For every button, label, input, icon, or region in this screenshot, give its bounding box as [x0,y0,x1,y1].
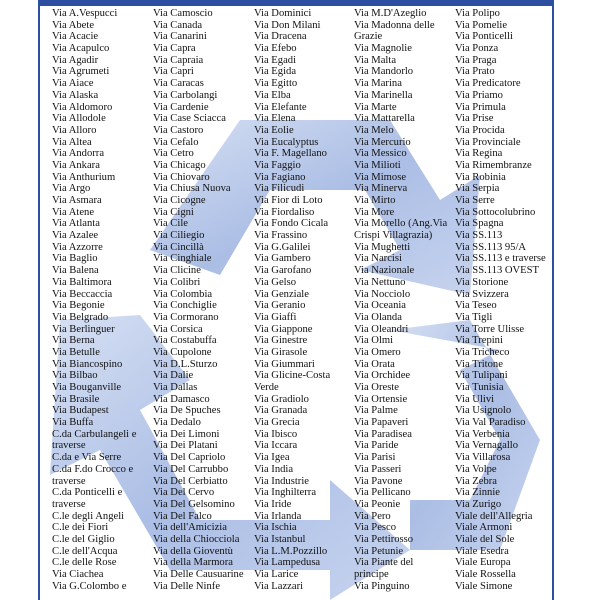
street-name: Via Orchidee [354,370,411,382]
street-name: Via Eucalyptus [254,136,319,148]
street-name: Via Mandorlo [354,66,414,78]
street-name: Via Oleandri [354,323,409,335]
street-name: Via Aldomoro [52,101,113,113]
street-name: Via Gelso [254,276,297,288]
street-name: Via Damasco [153,393,210,405]
street-name: Via India [254,463,294,475]
street-name: Via Villarosa [455,452,511,464]
street-name: Via Pero [354,510,391,522]
street-name: traverse [52,498,86,510]
street-name: Via Volpe [455,463,497,475]
street-name: Verde [254,382,279,393]
street-name: Via Del Cerbiatto [153,475,228,487]
street-name: Via Biancospino [52,358,123,370]
street-name: Via Vernagallo [455,440,519,452]
street-name: Via G.Colombo e [52,580,127,592]
street-name: Via Narcisi [354,253,402,265]
street-name: Via Cicogne [153,195,206,206]
street-name: Via Budapest [52,405,109,417]
street-name: Via Abete [52,19,95,31]
street-name: Via Serre [455,195,495,206]
street-name: Via Atene [52,206,95,218]
street-name: Via Regina [455,148,503,160]
street-name: Via Lampedusa [254,557,321,569]
street-name: Via Zurigo [455,498,502,510]
street-name: Via Fagiano [254,171,306,183]
street-name: Via Pinguino [354,580,410,592]
street-name: Via Del Falco [153,510,212,522]
street-name: Via Minerva [354,183,408,195]
street-name: Via Altea [52,136,92,148]
street-name: Via Agadir [52,54,99,66]
street-name: C.da Ponticelli e [52,487,123,499]
street-name: Via Pesco [354,522,397,534]
street-name: Via Cile [153,218,188,230]
street-column-2 [153,8,253,592]
street-name: Via Olmi [354,335,394,347]
street-name: Via Rimembranze [455,159,532,171]
street-name: Via Ulivi [455,393,495,405]
street-name: Via Giummari [254,358,315,370]
street-name: Via della Chiocciola [153,533,240,545]
street-column-3 [254,8,354,592]
street-name: Via Chiovaro [153,171,210,183]
street-name: Via D.L.Sturzo [153,358,218,370]
street-name: Via Azalee [52,230,99,242]
street-name: Via Ciachea [52,569,104,580]
street-name: Via Ischia [254,522,297,534]
street-name: Via Prise [455,113,494,125]
street-name: Via SS.113 OVEST [455,265,540,277]
street-name: Via Glicine-Costa [254,370,331,382]
street-name: Via Serpia [455,183,500,195]
street-name: Via Alaska [52,89,99,101]
street-name: Via Acacie [52,31,99,43]
street-name: Via Alloro [52,124,97,136]
street-name: Via Capri [153,66,194,78]
street-name: Via Tricheco [455,346,510,358]
street-name: Via Marte [354,101,397,113]
street-name: Via Morello (Ang.Via [354,218,448,230]
street-column-1 [52,8,152,592]
street-name: Via Allodole [52,113,106,125]
street-name: Via Brasile [52,393,100,405]
street-name: C.le dei Fiori [52,522,109,534]
street-name: Via Efebo [254,43,297,55]
street-name: Via Atlanta [52,218,100,230]
street-name: Via L.M.Pozzillo [254,545,328,557]
street-name: Via Cefalo [153,136,199,148]
street-name: Via Omero [354,346,401,358]
street-name: Via Olanda [354,311,402,323]
street-name: Via Nettuno [354,276,406,288]
street-name: Via Cigni [153,206,194,218]
street-name: Via Costabuffa [153,335,217,347]
street-name: Via Ankara [52,159,100,171]
street-name: Via SS.113 [455,230,503,242]
street-name: Via SS.113 95/A [455,241,527,253]
street-name: Via Belgrado [52,311,109,323]
street-name: Via Filicudi [254,183,305,195]
street-name: Via Istanbul [254,533,306,545]
street-name: Via M.D'Azeglio [354,8,427,19]
street-name: Via Berna [52,335,95,347]
street-name: Via Passeri [354,463,402,475]
street-name: Via Mirto [354,195,396,206]
street-name: Via Palme [354,405,398,417]
street-name: Via Papaveri [354,417,409,429]
street-name: Via Igea [254,452,290,464]
street-name: Via Elefante [254,101,307,113]
street-name: Via Peonie [354,498,401,510]
street-name: Via Chiusa Nuova [153,183,231,195]
street-name: Via A.Vespucci [52,8,118,19]
street-name: Via G.Galilei [254,241,311,253]
street-name: Via Messico [354,148,407,160]
street-name: Via Pavone [354,475,403,487]
street-name: C.da Carbulangeli e [52,428,137,440]
street-name: Via Dei Limoni [153,428,220,440]
street-name: Via Storione [455,276,509,288]
street-name: Via Dedalo [153,417,201,429]
street-name: Via dell'Amicizia [153,522,227,534]
street-name: Viale dell'Allegria [455,510,533,522]
street-name: Viale Simone [455,580,513,592]
street-name: Via Colibri [153,276,201,288]
street-name: Via Tritone [455,358,503,370]
street-name: Via Pomelie [455,19,508,31]
street-name: Via Nazionale [354,265,415,277]
street-name: Via Mattarella [354,113,415,125]
street-name: Via Teseo [455,300,497,312]
street-name: Via Egida [254,66,297,78]
street-name: Via Capraia [153,54,204,66]
street-name: Via Polipo [455,8,500,19]
street-name: Via Predicatore [455,78,521,90]
street-name: Viale Esedra [455,545,509,557]
street-name: Via More [354,206,395,218]
street-name: Via Clicine [153,265,201,277]
street-name: Via Tulipani [455,370,508,382]
street-name: Via Egadi [254,54,297,66]
street-name: Via Madonna delle [354,19,435,31]
street-name: C.le degli Angeli [52,510,125,522]
street-name: Via Del Capriolo [153,452,226,464]
street-name: Via Magnolie [354,43,412,55]
street-name: Via Camoscio [153,8,213,19]
street-name: Via Iride [254,498,292,510]
street-name: Via Giappone [254,323,313,335]
street-name: Viale Europa [455,557,511,569]
street-name: Via Marinella [354,89,413,101]
street-name: Via Canada [153,19,203,31]
street-name: Via Fondo Cicala [254,218,329,230]
street-name: Via Giaffi [254,311,297,323]
street-name: Via Faggio [254,159,301,171]
street-name: Via Ponza [455,43,499,55]
street-name: Via Val Paradiso [455,417,526,429]
street-name: Via Buffa [52,417,94,429]
street-name: Via Provinciale [455,136,521,148]
street-name: Via Baltimora [52,276,112,288]
street-name: Via Bilbao [52,370,98,382]
street-name: Via Cardenie [153,101,209,113]
street-name: Via Azzorre [52,241,103,253]
street-name: Via Elba [254,89,291,101]
street-name: Via Inghilterra [254,487,317,499]
street-name: Via Praga [455,54,497,66]
street-name: Via Capra [153,43,196,55]
street-name: Via Girasole [254,346,308,358]
street-column-5 [455,8,555,592]
street-name: C.da e Via Serre [52,452,122,464]
street-name: Via Tunisia [455,382,504,393]
street-name: Via Don Milani [254,19,321,31]
street-name: Via Colombia [153,288,213,300]
street-name: Via Cinghiale [153,253,212,265]
street-name: Via Berlinguer [52,323,115,335]
street-name: Via Malta [354,54,397,66]
street-name: Via SS.113 e traverse [455,253,546,265]
street-name: Via Genziale [254,288,309,300]
street-name: Via Paride [354,440,399,452]
street-name: Via Spagna [455,218,504,230]
street-name: Via Elena [254,113,296,125]
street-name: Via Nocciolo [354,288,411,300]
street-name: Via Cincillà [153,241,204,253]
street-name: Via Priamo [455,89,503,101]
street-name: Via Primula [455,101,506,113]
street-name: Viale Rossella [455,569,516,580]
street-name: traverse [52,440,86,452]
street-name: Via Begonie [52,300,105,312]
street-name: Via Canarini [153,31,207,43]
street-name: Via Geranio [254,300,306,312]
street-name: Via Paradisea [354,428,412,440]
street-name: C.le delle Rose [52,557,117,569]
street-name: Via Agrumeti [52,66,110,78]
street-name: Via Beccaccia [52,288,113,300]
street-name: Via Garofano [254,265,312,277]
street-name: Via F. Magellano [254,148,327,160]
street-name: Via Mughetti [354,241,411,253]
street-name: Via Dallas [153,382,198,393]
street-name: Via Grecia [254,417,300,429]
street-name: Viale del Sole [455,533,515,545]
street-name: Via Bouganville [52,382,122,393]
street-name: Via Asmara [52,195,102,206]
street-name: C.da F.do Crocco e [52,463,134,475]
street-name: Via Lazzari [254,580,304,592]
street-name: C.le dell'Acqua [52,545,118,557]
street-name: Via Aiace [52,78,94,90]
street-name: Via Dalie [153,370,194,382]
street-name: Via Egitto [254,78,298,90]
street-name: Via Cupolone [153,346,212,358]
street-name: Via Parisi [354,452,396,464]
street-name: Via Usignolo [455,405,512,417]
street-name: Via Industrie [254,475,309,487]
street-name: Via Petunie [354,545,404,557]
street-name: Via Andorra [52,148,105,160]
street-name: Via Gradiolo [254,393,309,405]
street-name: Via Mercurio [354,136,411,148]
street-name: Via Milioti [354,159,401,171]
street-name: Via Pettirosso [354,533,414,545]
street-name: Via Robinia [455,171,506,183]
street-name: Via Granada [254,405,308,417]
street-name: Via Gambero [254,253,311,265]
street-name: Via De Spuches [153,405,221,417]
street-name: Via Zebra [455,475,498,487]
street-name: Via Del Gelsomino [153,498,235,510]
street-name: Via Mimose [354,171,407,183]
street-name: Via Pellicano [354,487,411,499]
street-name: Via Eolie [254,124,294,136]
street-name: Via Conchiglie [153,300,217,312]
street-name: Via Delle Ninfe [153,580,221,592]
street-name: Via Baglio [52,253,98,265]
street-name: Via Anthurium [52,171,116,183]
street-name: Via Ortensie [354,393,408,405]
street-name: Via Corsica [153,323,203,335]
street-name: Via Irlanda [254,510,302,522]
street-name: Via Piante del [354,557,414,569]
street-name: Via Melo [354,124,394,136]
street-name: Via Carbolangi [153,89,218,101]
street-name: Via Dominici [254,8,312,19]
street-name: principe [354,569,389,580]
street-column-4 [354,8,454,592]
street-name: Via Torre Ulisse [455,323,525,335]
street-name: Via Verbenia [455,428,510,440]
street-name: Via della Gioventù [153,545,233,557]
street-name: Via Svizzera [455,288,509,300]
street-name: C.le del Giglio [52,533,115,545]
street-name: Via Castoro [153,124,204,136]
street-name: Via Delle Causuarine [153,569,244,580]
street-name: Crispi Villagrazia) [354,230,433,242]
street-name: Via della Marmora [153,557,233,569]
street-name: Via Cetro [153,148,194,160]
street-name: Via Fior di Loto [254,195,323,206]
street-name: Via Iccara [254,440,298,452]
street-name: Via Cormorano [153,311,219,323]
street-name: Via Frassino [254,230,308,242]
street-name: Via Ponticelli [455,31,513,43]
street-name: Via Chicago [153,159,206,171]
street-name: traverse [52,475,86,487]
street-name: Via Case Sciacca [153,113,226,125]
street-name: Via Dracena [254,31,307,43]
street-name: Via Sottocolubrino [455,206,536,218]
street-name: Via Ginestre [254,335,308,347]
page-frame-top [38,0,554,6]
street-name: Via Argo [52,183,91,195]
street-name: Via Betulle [52,346,100,358]
street-name: Via Trepini [455,335,503,347]
street-name: Via Orata [354,358,395,370]
street-name: Via Tigli [455,311,493,323]
street-name: Via Larice [254,569,299,580]
street-name: Via Oreste [354,382,399,393]
street-name: Grazie [354,31,383,43]
street-name: Via Procida [455,124,505,136]
street-name: Via Caracas [153,78,204,90]
street-name: Via Oceania [354,300,407,312]
street-name: Via Balena [52,265,99,277]
street-name: Via Del Cervo [153,487,215,499]
street-name: Viale Armoni [455,522,513,534]
street-name: Via Dei Platani [153,440,218,452]
street-name: Via Acapulco [52,43,110,55]
street-name: Via Del Carrubbo [153,463,229,475]
street-name: Via Marina [354,78,402,90]
street-name: Via Prato [455,66,495,78]
street-name: Via Fiordaliso [254,206,315,218]
street-name: Via Zinnie [455,487,500,499]
street-name: Via Ciliegio [153,230,205,242]
street-name: Via Ibisco [254,428,298,440]
